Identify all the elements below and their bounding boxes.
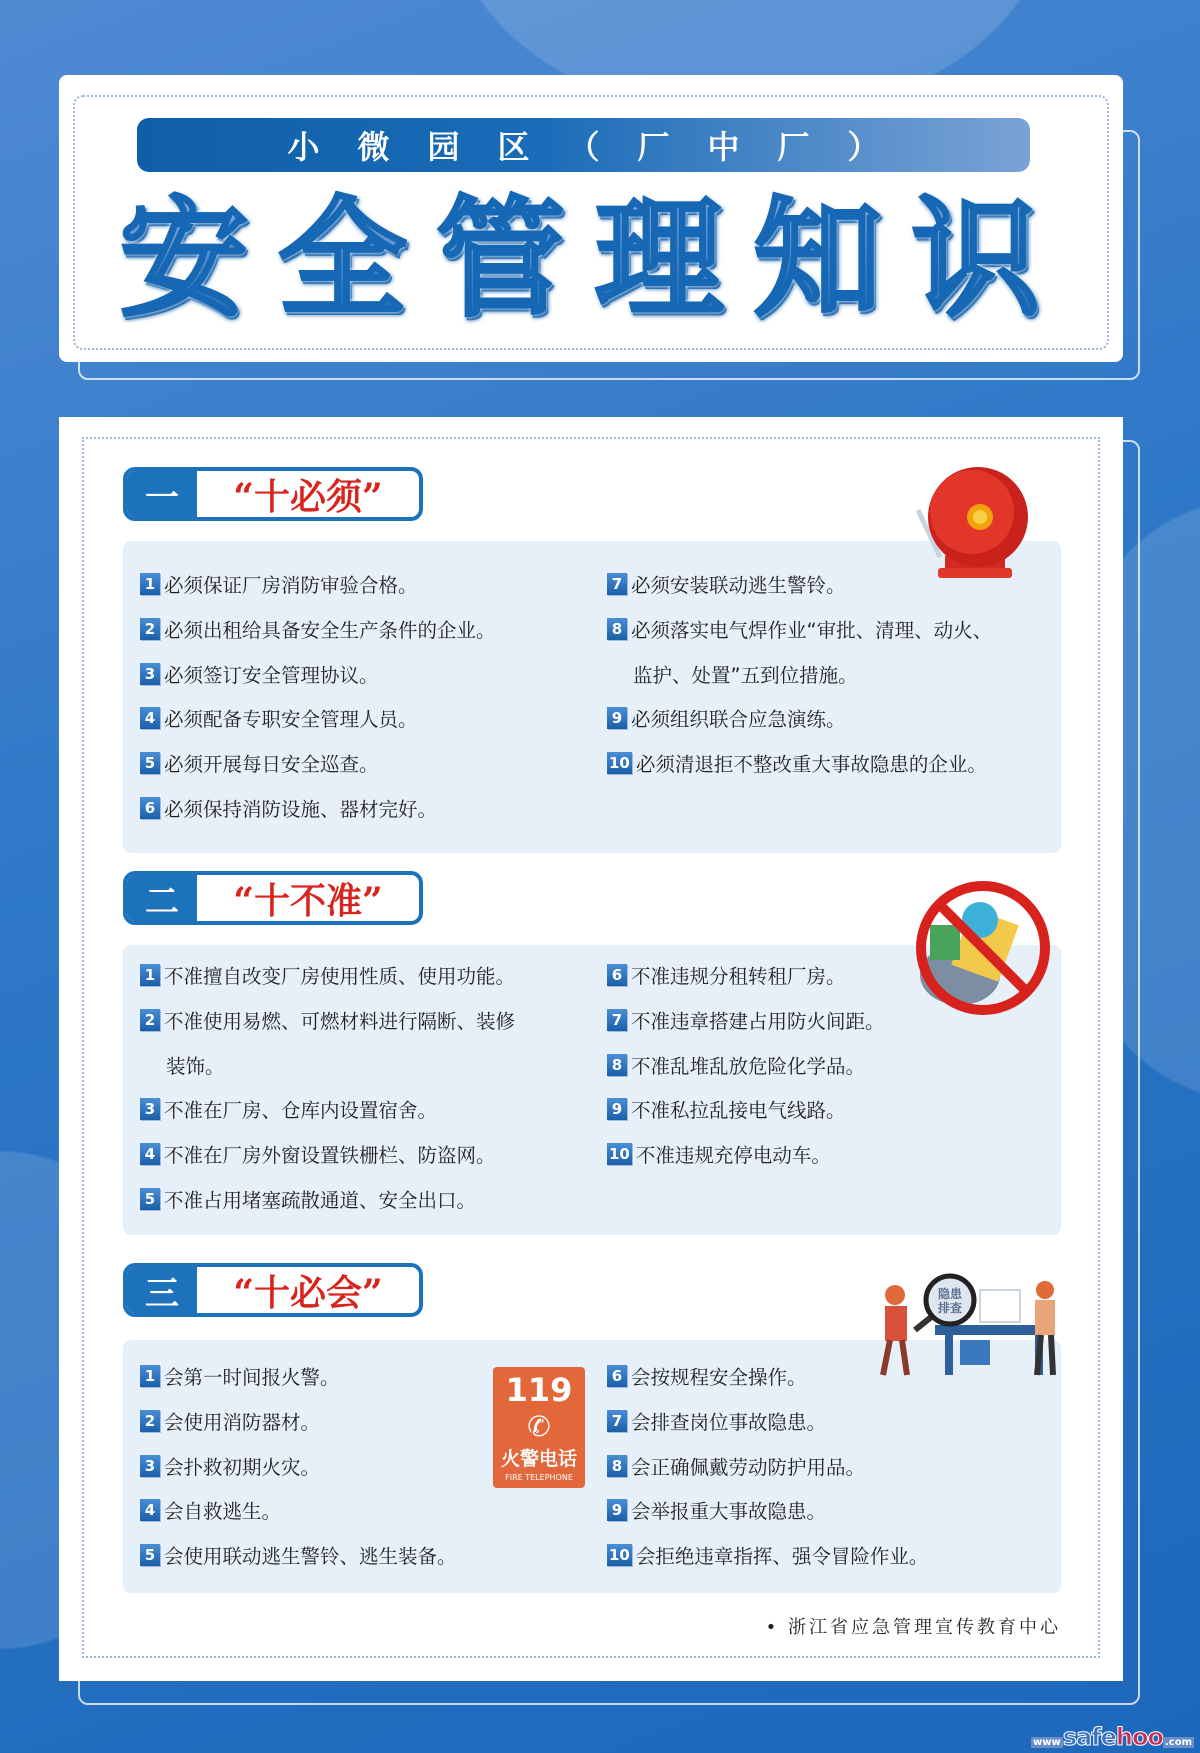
item-text: 不准私拉乱接电气线路。 <box>631 1099 846 1123</box>
item-number-badge: 7 <box>607 1009 627 1031</box>
list-item <box>607 696 992 741</box>
item-text: 不准擅自改变厂房使用性质、使用功能。 <box>164 965 516 989</box>
list-item <box>140 998 515 1043</box>
item-number-badge: 1 <box>140 1365 160 1387</box>
list-item <box>140 785 496 830</box>
subtitle-banner <box>137 118 1030 172</box>
item-text: 不准违章搭建占用防火间距。 <box>631 1010 885 1034</box>
wm-d: .com <box>1164 1737 1192 1748</box>
item-text: 必须出租给具备安全生产条件的企业。 <box>164 619 496 643</box>
list-item <box>140 651 496 696</box>
item-number-badge: 4 <box>140 1499 160 1521</box>
item-number-badge: 9 <box>607 1098 627 1120</box>
item-text: 不准违规分租转租厂房。 <box>631 965 846 989</box>
list-item <box>140 1132 515 1177</box>
item-text: 会自救逃生。 <box>164 1500 282 1524</box>
phone-icon: ✆ <box>527 1410 551 1443</box>
list-item <box>140 741 496 786</box>
item-text: 会扑救初期火灾。 <box>164 1455 321 1479</box>
item-number-badge: 8 <box>607 1054 627 1076</box>
item-number-badge: 1 <box>140 573 160 595</box>
fire-phone-label-en: FIRE TELEPHONE <box>505 1473 573 1482</box>
item-text: 必须清退拒不整改重大事故隐患的企业。 <box>635 753 987 777</box>
item-number-badge: 2 <box>140 618 160 640</box>
item-number-badge: 10 <box>609 754 630 773</box>
item-text: 会拒绝违章指挥、强令冒险作业。 <box>635 1545 929 1569</box>
left-column <box>140 1354 457 1577</box>
footer-source: • 浙江省应急管理宣传教育中心 <box>765 1617 1061 1638</box>
item-number-badge: 5 <box>140 752 160 774</box>
item-number-badge: 1 <box>140 964 160 986</box>
list-item <box>607 607 992 652</box>
list-item <box>140 1443 457 1488</box>
list-item <box>607 953 885 998</box>
list-item <box>140 562 496 607</box>
section-header <box>123 871 423 925</box>
item-text: 会正确佩戴劳动防护用品。 <box>631 1455 866 1479</box>
left-column <box>140 953 515 1221</box>
list-item <box>140 1533 457 1578</box>
item-text: 会使用消防器材。 <box>164 1411 321 1435</box>
section-header <box>123 1263 423 1317</box>
item-text: 不准在厂房、仓库内设置宿舍。 <box>164 1099 438 1123</box>
item-number-badge: 2 <box>140 1410 160 1432</box>
item-text: 不准占用堵塞疏散通道、安全出口。 <box>164 1188 477 1212</box>
item-number-badge: 7 <box>607 573 627 595</box>
left-column <box>140 562 496 830</box>
section-number: 二 <box>127 875 197 921</box>
item-text: 不准在厂房外窗设置铁栅栏、防盗网。 <box>164 1144 496 1168</box>
item-number-badge: 3 <box>140 663 160 685</box>
item-text: 必须安装联动逃生警铃。 <box>631 574 846 598</box>
list-item <box>607 1533 928 1578</box>
item-number-badge: 8 <box>607 1455 627 1477</box>
list-item <box>140 1354 457 1399</box>
fire-phone-label: 火警电话 <box>500 1448 577 1470</box>
item-number-badge: 9 <box>607 707 627 729</box>
list-item <box>140 1488 457 1533</box>
section-title: “十必须” <box>233 475 383 518</box>
item-number-badge: 2 <box>140 1009 160 1031</box>
list-item <box>607 1042 885 1087</box>
subtitle: 小微园区（厂中厂） <box>287 128 918 166</box>
item-number-badge: 10 <box>609 1145 630 1164</box>
item-text: 必须保证厂房消防审验合格。 <box>164 574 418 598</box>
wm-a: www <box>1032 1737 1061 1748</box>
list-item <box>140 607 496 652</box>
item-number-badge: 8 <box>607 618 627 640</box>
item-text: 必须组织联合应急演练。 <box>631 708 846 732</box>
list-item <box>607 1087 885 1132</box>
item-text: 会使用联动逃生警铃、逃生装备。 <box>164 1545 457 1569</box>
list-item-continuation <box>607 651 992 696</box>
section-header <box>123 467 423 521</box>
item-text: 必须配备专职安全管理人员。 <box>164 708 418 732</box>
item-text: 会排查岗位事故隐患。 <box>631 1411 827 1435</box>
item-text: 必须落实电气焊作业“审批、清理、动火、 <box>631 619 993 643</box>
item-text: 必须保持消防设施、器材完好。 <box>164 797 438 821</box>
list-item <box>140 953 515 998</box>
item-text: 装饰。 <box>166 1054 225 1078</box>
inspect-sign-text: 隐患排查 <box>937 1287 962 1315</box>
list-item <box>140 696 496 741</box>
right-column <box>607 562 992 785</box>
section-title: “十必会” <box>233 1271 383 1314</box>
item-number-badge: 5 <box>140 1188 160 1210</box>
item-number-badge: 3 <box>140 1455 160 1477</box>
item-number-badge: 6 <box>140 797 160 819</box>
item-text: 不准乱堆乱放危险化学品。 <box>631 1054 866 1078</box>
title-char: 管 <box>436 185 565 334</box>
fire-telephone-badge <box>493 1367 585 1488</box>
item-text: 监护、处置”五到位措施。 <box>633 663 858 687</box>
list-item <box>607 998 885 1043</box>
item-number-badge: 3 <box>140 1098 160 1120</box>
item-number-badge: 4 <box>140 1143 160 1165</box>
item-text: 必须开展每日安全巡查。 <box>164 753 379 777</box>
section-number: 三 <box>127 1267 197 1313</box>
section-number: 一 <box>127 471 197 517</box>
item-number-badge: 10 <box>609 1546 630 1565</box>
wm-c: hoo <box>1115 1723 1163 1751</box>
item-number-badge: 6 <box>607 964 627 986</box>
fire-phone-number: 119 <box>505 1371 573 1409</box>
item-number-badge: 9 <box>607 1499 627 1521</box>
item-text: 会举报重大事故隐患。 <box>631 1500 827 1524</box>
item-text: 会第一时间报火警。 <box>164 1366 340 1390</box>
list-item-continuation <box>140 1042 515 1087</box>
item-text: 不准违规充停电动车。 <box>635 1144 831 1168</box>
list-item <box>140 1399 457 1444</box>
title-char: 识 <box>911 185 1040 334</box>
item-number-badge: 6 <box>607 1365 627 1387</box>
list-item <box>140 1176 515 1221</box>
item-text: 不准使用易燃、可燃材料进行隔断、装修 <box>164 1010 516 1034</box>
item-text: 必须签订安全管理协议。 <box>164 663 379 687</box>
section-title: “十不准” <box>233 879 383 922</box>
watermark-logo <box>1031 1723 1194 1751</box>
item-number-badge: 4 <box>140 707 160 729</box>
list-item <box>607 1443 928 1488</box>
title-char: 理 <box>595 185 724 334</box>
list-item <box>607 1488 928 1533</box>
list-item <box>607 741 992 786</box>
prohibited-items-icon <box>900 875 1060 1025</box>
item-number-badge: 7 <box>607 1410 627 1432</box>
list-item <box>607 1132 885 1177</box>
wm-b: safe <box>1062 1723 1116 1751</box>
item-number-badge: 5 <box>140 1544 160 1566</box>
item-text: 会按规程安全操作。 <box>631 1366 807 1390</box>
title-char: 安 <box>120 185 249 334</box>
title-char: 全 <box>278 185 407 334</box>
list-item <box>607 1399 928 1444</box>
right-column <box>607 953 885 1176</box>
page-title <box>120 185 1040 334</box>
title-char: 知 <box>753 185 882 334</box>
list-item <box>140 1087 515 1132</box>
alarm-bell-icon <box>910 462 1030 592</box>
right-column <box>607 1354 928 1577</box>
